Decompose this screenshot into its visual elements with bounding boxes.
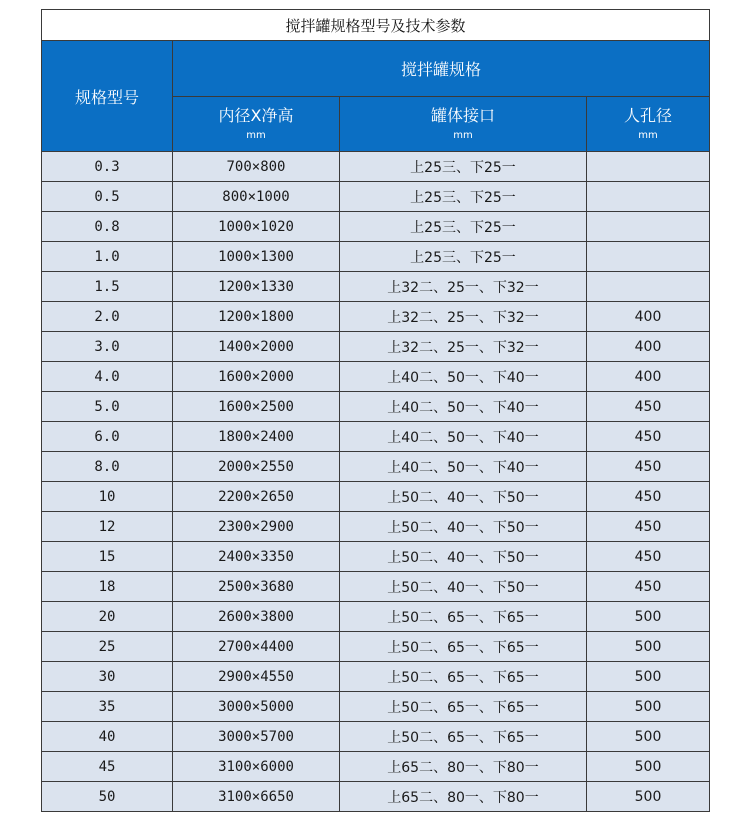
table-row [42, 632, 710, 662]
cell-manhole: 500 [587, 662, 710, 692]
table-row [42, 272, 710, 302]
cell-inner: 1000×1020 [173, 212, 340, 242]
cell-port: 上50二、40一、下50一 [340, 482, 587, 512]
cell-port: 上50二、65一、下65一 [340, 632, 587, 662]
cell-manhole: 450 [587, 392, 710, 422]
cell-inner: 2700×4400 [173, 632, 340, 662]
cell-port: 上25三、下25一 [340, 182, 587, 212]
cell-port: 上50二、40一、下50一 [340, 512, 587, 542]
cell-manhole: 500 [587, 692, 710, 722]
header-inner-unit: mm [246, 129, 266, 141]
header-manhole [587, 97, 710, 152]
cell-port: 上25三、下25一 [340, 152, 587, 182]
cell-port: 上50二、40一、下50一 [340, 572, 587, 602]
table-row [42, 182, 710, 212]
cell-model: 0.5 [42, 182, 173, 212]
cell-model: 1.0 [42, 242, 173, 272]
cell-inner: 1000×1300 [173, 242, 340, 272]
table-row [42, 602, 710, 632]
table-row [42, 332, 710, 362]
header-model: 规格型号 [42, 41, 173, 152]
table-row [42, 782, 710, 812]
cell-port: 上50二、65一、下65一 [340, 722, 587, 752]
cell-manhole: 400 [587, 332, 710, 362]
table-row [42, 242, 710, 272]
cell-port: 上50二、40一、下50一 [340, 542, 587, 572]
cell-manhole [587, 272, 710, 302]
cell-inner: 1800×2400 [173, 422, 340, 452]
table-row [42, 692, 710, 722]
cell-model: 2.0 [42, 302, 173, 332]
spec-table [41, 9, 710, 812]
header-port-unit: mm [453, 129, 473, 141]
table-row [42, 722, 710, 752]
header-port [340, 97, 587, 152]
table-row [42, 452, 710, 482]
cell-inner: 1600×2500 [173, 392, 340, 422]
table-row [42, 422, 710, 452]
cell-model: 6.0 [42, 422, 173, 452]
cell-manhole: 450 [587, 422, 710, 452]
table-row [42, 392, 710, 422]
cell-model: 0.3 [42, 152, 173, 182]
table-row [42, 152, 710, 182]
header-port-label: 罐体接口 [430, 105, 495, 125]
cell-model: 4.0 [42, 362, 173, 392]
table-row [42, 302, 710, 332]
cell-manhole [587, 242, 710, 272]
cell-model: 35 [42, 692, 173, 722]
cell-port: 上25三、下25一 [340, 212, 587, 242]
cell-inner: 2600×3800 [173, 602, 340, 632]
cell-inner: 1400×2000 [173, 332, 340, 362]
cell-port: 上65二、80一、下80一 [340, 752, 587, 782]
spec-table-container [41, 9, 709, 812]
cell-inner: 2200×2650 [173, 482, 340, 512]
cell-model: 40 [42, 722, 173, 752]
cell-inner: 3000×5000 [173, 692, 340, 722]
cell-model: 5.0 [42, 392, 173, 422]
cell-model: 10 [42, 482, 173, 512]
cell-port: 上25三、下25一 [340, 242, 587, 272]
table-row [42, 542, 710, 572]
cell-manhole: 500 [587, 752, 710, 782]
cell-model: 1.5 [42, 272, 173, 302]
cell-inner: 2300×2900 [173, 512, 340, 542]
cell-model: 8.0 [42, 452, 173, 482]
table-row [42, 482, 710, 512]
cell-manhole: 450 [587, 572, 710, 602]
cell-model: 18 [42, 572, 173, 602]
cell-model: 30 [42, 662, 173, 692]
cell-manhole: 450 [587, 512, 710, 542]
table-row [42, 512, 710, 542]
cell-inner: 2500×3680 [173, 572, 340, 602]
cell-port: 上40二、50一、下40一 [340, 452, 587, 482]
header-inner-label: 内径X净高 [218, 105, 294, 125]
table-row [42, 662, 710, 692]
cell-model: 50 [42, 782, 173, 812]
cell-port: 上40二、50一、下40一 [340, 362, 587, 392]
cell-manhole [587, 182, 710, 212]
cell-manhole: 400 [587, 302, 710, 332]
cell-inner: 1600×2000 [173, 362, 340, 392]
cell-manhole: 450 [587, 452, 710, 482]
cell-inner: 2400×3350 [173, 542, 340, 572]
cell-inner: 3100×6000 [173, 752, 340, 782]
header-inner [173, 97, 340, 152]
cell-manhole: 450 [587, 542, 710, 572]
cell-model: 25 [42, 632, 173, 662]
cell-model: 15 [42, 542, 173, 572]
cell-manhole: 450 [587, 482, 710, 512]
cell-model: 20 [42, 602, 173, 632]
table-row [42, 752, 710, 782]
cell-model: 45 [42, 752, 173, 782]
cell-manhole: 500 [587, 782, 710, 812]
cell-model: 3.0 [42, 332, 173, 362]
table-row [42, 362, 710, 392]
cell-inner: 1200×1330 [173, 272, 340, 302]
cell-manhole: 400 [587, 362, 710, 392]
cell-port: 上40二、50一、下40一 [340, 392, 587, 422]
cell-port: 上50二、65一、下65一 [340, 602, 587, 632]
table-row [42, 212, 710, 242]
table-row [42, 572, 710, 602]
cell-manhole: 500 [587, 602, 710, 632]
cell-inner: 800×1000 [173, 182, 340, 212]
cell-inner: 700×800 [173, 152, 340, 182]
cell-inner: 1200×1800 [173, 302, 340, 332]
cell-manhole: 500 [587, 632, 710, 662]
cell-manhole [587, 212, 710, 242]
cell-port: 上40二、50一、下40一 [340, 422, 587, 452]
header-manhole-label: 人孔径 [624, 105, 673, 125]
table-body [42, 152, 710, 812]
cell-inner: 3100×6650 [173, 782, 340, 812]
cell-port: 上65二、80一、下80一 [340, 782, 587, 812]
cell-port: 上32二、25一、下32一 [340, 332, 587, 362]
cell-port: 上32二、25一、下32一 [340, 272, 587, 302]
cell-model: 0.8 [42, 212, 173, 242]
cell-manhole [587, 152, 710, 182]
cell-inner: 3000×5700 [173, 722, 340, 752]
cell-port: 上32二、25一、下32一 [340, 302, 587, 332]
cell-port: 上50二、65一、下65一 [340, 662, 587, 692]
cell-inner: 2900×4550 [173, 662, 340, 692]
header-manhole-unit: mm [638, 129, 658, 141]
cell-manhole: 500 [587, 722, 710, 752]
header-group: 搅拌罐规格 [173, 41, 710, 97]
table-title: 搅拌罐规格型号及技术参数 [42, 10, 710, 41]
cell-inner: 2000×2550 [173, 452, 340, 482]
cell-port: 上50二、65一、下65一 [340, 692, 587, 722]
cell-model: 12 [42, 512, 173, 542]
